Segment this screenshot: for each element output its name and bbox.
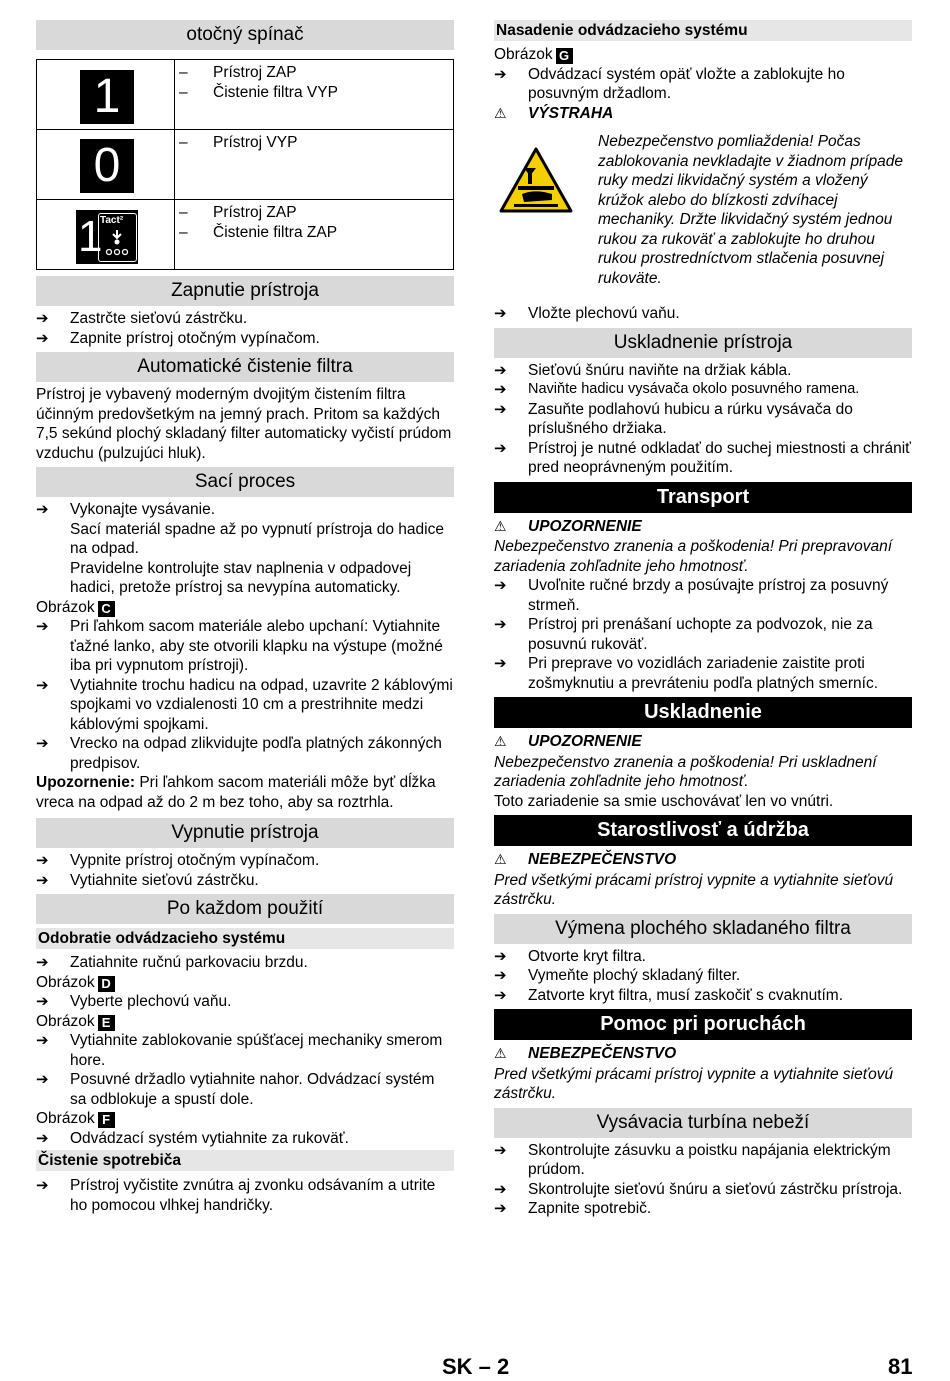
section-title-suction: Sací proces	[36, 467, 454, 497]
section-title-rotary-switch: otočný spínač	[36, 20, 454, 50]
hand-crush-warning-icon	[498, 146, 574, 214]
list-item: ➔ Pri preprave vo vozidlách zariadenie zaistite proti zošmyknutiu a prevráteniu podľa platných smerníc.	[494, 654, 912, 693]
right-column	[494, 20, 912, 1219]
subsection-title: Nasadenie odvádzacieho systému	[494, 20, 912, 41]
section-title-after-use: Po každom použití	[36, 894, 454, 924]
figure-letter-badge: F	[98, 1112, 115, 1128]
switch-row	[37, 130, 454, 200]
list-item: ➔ Zapnite spotrebič.	[494, 1199, 912, 1219]
warning-label: NEBEZPEČENSTVO	[528, 851, 677, 868]
switch-table	[36, 59, 454, 270]
list-item: ➔ Vrecko na odpad zlikvidujte podľa platných zákonných predpisov.	[36, 734, 454, 773]
warning-text: Nebezpečenstvo zranenia a poškodenia! Pri prepravovaní zariadenia zohľadnite jeho hmotnosť.	[494, 538, 893, 575]
switch-line: – Čistenie filtra VYP	[179, 83, 453, 103]
section-title-maintenance: Starostlivosť a údržba	[494, 815, 912, 846]
list-item: ➔ Skontrolujte zásuvku a poistku napájania elektrickým prúdom.	[494, 1141, 912, 1180]
switch-row	[37, 200, 454, 270]
list-item: ➔ Skontrolujte sieťovú šnúru a sieťovú zástrčku prístroja.	[494, 1180, 912, 1200]
figure-reference	[494, 45, 912, 65]
warning-label: UPOZORNENIE	[528, 517, 642, 535]
warning-label: UPOZORNENIE	[528, 733, 642, 750]
section-title-storage-2: Uskladnenie	[494, 697, 912, 728]
warning-triangle-icon: ⚠	[494, 518, 507, 535]
left-column	[36, 20, 454, 1215]
list-item: ➔ Vyberte plechovú vaňu.	[36, 992, 454, 1012]
note-text: Pri ľahkom sacom materiáli môže byť dĺžka vreca na odpad až do 2 m bez toho, aby sa roztrhla.	[36, 774, 436, 811]
figure-label: Obrázok	[36, 1012, 95, 1030]
paragraph: Prístroj je vybavený moderným dvojitým čistením filtra účinným predovšetkým na jemný prach. Pritom sa každých 7,5 sekúnd plochý skladaný filter automaticky vyčistí prúdom vzduchu (pulzujúci hluk).	[36, 386, 452, 462]
list-item: ➔ Vymeňte plochý skladaný filter.	[494, 966, 912, 986]
figure-label: Obrázok	[36, 973, 95, 991]
warning-heading	[494, 732, 912, 753]
list-item-continuation: Pravidelne kontrolujte stav naplnenia v odpadovej hadici, pretože prístroj sa nevypína automaticky.	[70, 559, 412, 596]
warning-label: NEBEZPEČENSTVO	[528, 1045, 677, 1062]
list-item: ➔ Posuvné držadlo vytiahnite nahor. Odvádzací systém sa odblokuje a spustí dole.	[36, 1070, 454, 1109]
note-label: Upozornenie:	[36, 774, 136, 791]
list-item: ➔ Sieťovú šnúru naviňte na držiak kábla.	[494, 361, 912, 381]
warning-text: Nebezpečenstvo zranenia a poškodenia! Pri uskladnení zariadenia zohľadnite jeho hmotnosť.	[494, 753, 877, 790]
figure-reference	[36, 1109, 454, 1129]
list-item: ➔ Zatiahnite ručnú parkovaciu brzdu.	[36, 953, 454, 973]
figure-label: Obrázok	[36, 598, 95, 616]
section-title-switch-off: Vypnutie prístroja	[36, 818, 454, 848]
list-item: ➔ Zatvorte kryt filtra, musí zaskočiť s cvaknutím.	[494, 986, 912, 1006]
list-item: ➔ Vypnite prístroj otočným vypínačom.	[36, 851, 454, 871]
switch-description	[175, 130, 454, 200]
warning-text: Nebezpečenstvo pomliaždenia! Počas zablokovania nevkladajte v žiadnom prípade ruky medzi likvidačný systém a vložený krúžok alebo do blízkosti zdvíhacej mechaniky. Držte likvidačný systém jednou rukou za rukoväť a zablokujte ho druhou rukou prostredníctvom stlačenia posuvnej rukoväte.	[598, 133, 904, 287]
list-item: ➔ Uvoľnite ručné brzdy a posúvajte prístroj za posuvný strmeň.	[494, 576, 912, 615]
list-item: ➔ Zapnite prístroj otočným vypínačom.	[36, 329, 454, 349]
list-item: ➔ Vytiahnite sieťovú zástrčku.	[36, 871, 454, 891]
figure-letter-badge: D	[98, 976, 115, 992]
warning-text: Pred všetkými prácami prístroj vypnite a vytiahnite sieťovú zástrčku.	[494, 1065, 894, 1102]
section-title-storage: Uskladnenie prístroja	[494, 328, 912, 358]
switch-line: – Prístroj VYP	[179, 133, 453, 153]
switch-description	[175, 60, 454, 130]
list-item: ➔ Prístroj pri prenášaní uchopte za podvozok, nie za posuvnú rukoväť.	[494, 615, 912, 654]
tact-label: Tact²	[100, 215, 124, 226]
switch-symbol-cell	[37, 130, 175, 200]
switch-position-1-icon: 1	[80, 70, 134, 124]
figure-reference	[36, 973, 454, 993]
warning-heading	[494, 517, 912, 538]
section-title-turbine-not-running: Vysávacia turbína nebeží	[494, 1108, 912, 1138]
switch-line: – Prístroj ZAP	[179, 203, 453, 223]
subsection-title: Odobratie odvádzacieho systému	[36, 928, 454, 949]
switch-description	[175, 200, 454, 270]
warning-label: VÝSTRAHA	[528, 104, 614, 122]
figure-reference	[36, 598, 454, 618]
section-title-transport: Transport	[494, 482, 912, 513]
list-item: ➔ Vytiahnite zablokovanie spúšťacej mechaniky smerom hore.	[36, 1031, 454, 1070]
list-item: ➔ Vykonajte vysávanie.	[36, 500, 454, 520]
section-title-switch-on: Zapnutie prístroja	[36, 276, 454, 306]
footer-language-page: SK – 2	[442, 1354, 510, 1379]
danger-heading	[494, 850, 912, 871]
warning-heading	[494, 104, 912, 125]
warning-triangle-icon: ⚠	[494, 105, 507, 122]
switch-line: – Čistenie filtra ZAP	[179, 223, 453, 243]
switch-position-tact-icon	[76, 210, 138, 264]
list-item: ➔ Zastrčte sieťovú zástrčku.	[36, 309, 454, 329]
footer-page-number: 81	[888, 1354, 913, 1379]
switch-symbol-cell	[37, 60, 175, 130]
figure-letter-badge: C	[98, 601, 115, 617]
section-title-filter-replacement: Výmena plochého skladaného filtra	[494, 914, 912, 944]
list-item: ➔ Zasuňte podlahovú hubicu a rúrku vysávača do príslušného držiaka.	[494, 400, 912, 439]
list-item: ➔ Prístroj vyčistite zvnútra aj zvonku odsávaním a utrite ho pomocou vlhkej handričky.	[36, 1176, 454, 1215]
list-item: ➔ Odvádzací systém vytiahnite za rukoväť.	[36, 1129, 454, 1149]
warning-triangle-icon: ⚠	[494, 1046, 507, 1062]
switch-row	[37, 60, 454, 130]
tact-dots-icon	[100, 228, 134, 258]
paragraph: Toto zariadenie sa smie uschovávať len vo vnútri.	[494, 792, 834, 810]
figure-letter-badge: G	[556, 48, 573, 64]
section-title-auto-filter-cleaning: Automatické čistenie filtra	[36, 352, 454, 382]
list-item: ➔ Vytiahnite trochu hadicu na odpad, uzavrite 2 káblovými spojkami vo vzdialenosti 10 cm a prestrihnite medzi káblovými spojkami.	[36, 676, 454, 735]
crush-warning-block	[494, 124, 912, 304]
list-item: ➔ Naviňte hadicu vysávača okolo posuvného ramena.	[494, 380, 912, 400]
switch-position-0-icon: 0	[80, 139, 134, 193]
list-item: ➔ Odvádzací systém opäť vložte a zablokujte ho posuvným držadlom.	[494, 65, 912, 104]
danger-heading	[494, 1044, 912, 1065]
list-item: ➔ Otvorte kryt filtra.	[494, 947, 912, 967]
figure-label: Obrázok	[36, 1110, 95, 1127]
switch-symbol-cell	[37, 200, 175, 270]
tact-symbol-digit: 1	[78, 212, 103, 261]
section-title-troubleshooting: Pomoc pri poruchách	[494, 1009, 912, 1040]
warning-text: Pred všetkými prácami prístroj vypnite a vytiahnite sieťovú zástrčku.	[494, 871, 894, 908]
figure-reference	[36, 1012, 454, 1032]
list-item: ➔ Pri ľahkom sacom materiále alebo upchaní: Vytiahnite ťažné lanko, aby ste otvorili klapku na výstupe (možné iba pri vypnutom prístroji).	[36, 617, 454, 676]
list-item: ➔ Vložte plechovú vaňu.	[494, 304, 912, 324]
figure-letter-badge: E	[98, 1015, 115, 1031]
subsection-title: Čistenie spotrebiča	[36, 1150, 454, 1171]
warning-triangle-icon: ⚠	[494, 734, 507, 750]
list-item-continuation: Sací materiál spadne až po vypnutí prístroja do hadice na odpad.	[70, 520, 444, 557]
warning-triangle-icon: ⚠	[494, 852, 507, 868]
switch-line: – Prístroj ZAP	[179, 63, 453, 83]
figure-label: Obrázok	[494, 46, 553, 63]
note	[36, 773, 454, 812]
list-item: ➔ Prístroj je nutné odkladať do suchej miestnosti a chrániť pred neoprávneným použitím.	[494, 439, 912, 478]
